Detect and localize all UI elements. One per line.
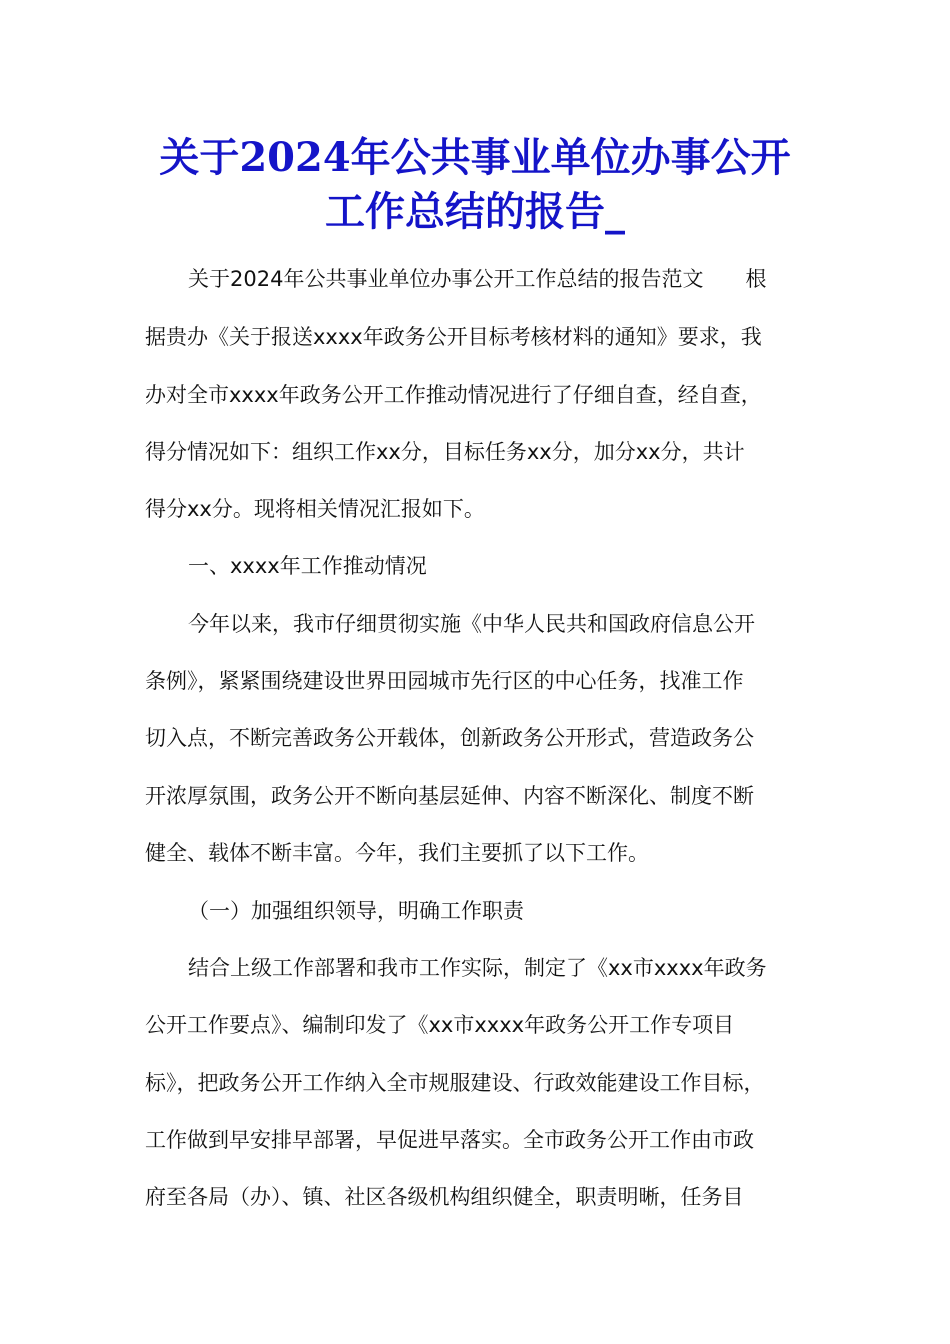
body-line-4: 得分情况如下：组织工作xx分，目标任务xx分，加分xx分，共计 bbox=[145, 440, 745, 464]
document-title-line-1: 关于2024年公共事业单位办事公开 bbox=[159, 134, 791, 181]
body-line-3: 办对全市xxxx年政务公开工作推动情况进行了仔细自查，经自查， bbox=[145, 383, 762, 407]
body-line-13: 结合上级工作部署和我市工作实际，制定了《xx市xxxx年政务 bbox=[188, 956, 767, 980]
body-line-14: 公开工作要点》、编制印发了《xx市xxxx年政务公开工作专项目 bbox=[145, 1013, 735, 1037]
body-line-1: 关于2024年公共事业单位办事公开工作总结的报告范文 根 bbox=[188, 267, 767, 291]
body-line-5: 得分xx分。现将相关情况汇报如下。 bbox=[145, 497, 485, 521]
document-title-line-2: 工作总结的报告_ bbox=[325, 188, 625, 235]
body-line-8: 条例》，紧紧围绕建设世界田园城市先行区的中心任务，找准工作 bbox=[145, 669, 744, 693]
body-line-7: 今年以来，我市仔细贯彻实施《中华人民共和国政府信息公开 bbox=[188, 612, 755, 636]
body-line-9: 切入点，不断完善政务公开载体，创新政务公开形式，营造政务公 bbox=[145, 726, 754, 750]
body-line-16: 工作做到早安排早部署，早促进早落实。全市政务公开工作由市政 bbox=[145, 1128, 754, 1152]
body-line-10: 开浓厚氛围，政务公开不断向基层延伸、内容不断深化、制度不断 bbox=[145, 784, 754, 808]
body-line-11: 健全、载体不断丰富。今年，我们主要抓了以下工作。 bbox=[145, 841, 649, 865]
body-line-17: 府至各局（办）、镇、社区各级机构组织健全，职责明晰，任务目 bbox=[145, 1185, 744, 1209]
body-line-2: 据贵办《关于报送xxxx年政务公开目标考核材料的通知》要求，我 bbox=[145, 325, 762, 349]
body-line-15: 标》，把政务公开工作纳入全市规服建设、行政效能建设工作目标， bbox=[145, 1071, 765, 1095]
section-heading-1: 一、xxxx年工作推动情况 bbox=[188, 554, 427, 578]
subsection-heading-1: （一）加强组织领导，明确工作职责 bbox=[188, 899, 524, 923]
